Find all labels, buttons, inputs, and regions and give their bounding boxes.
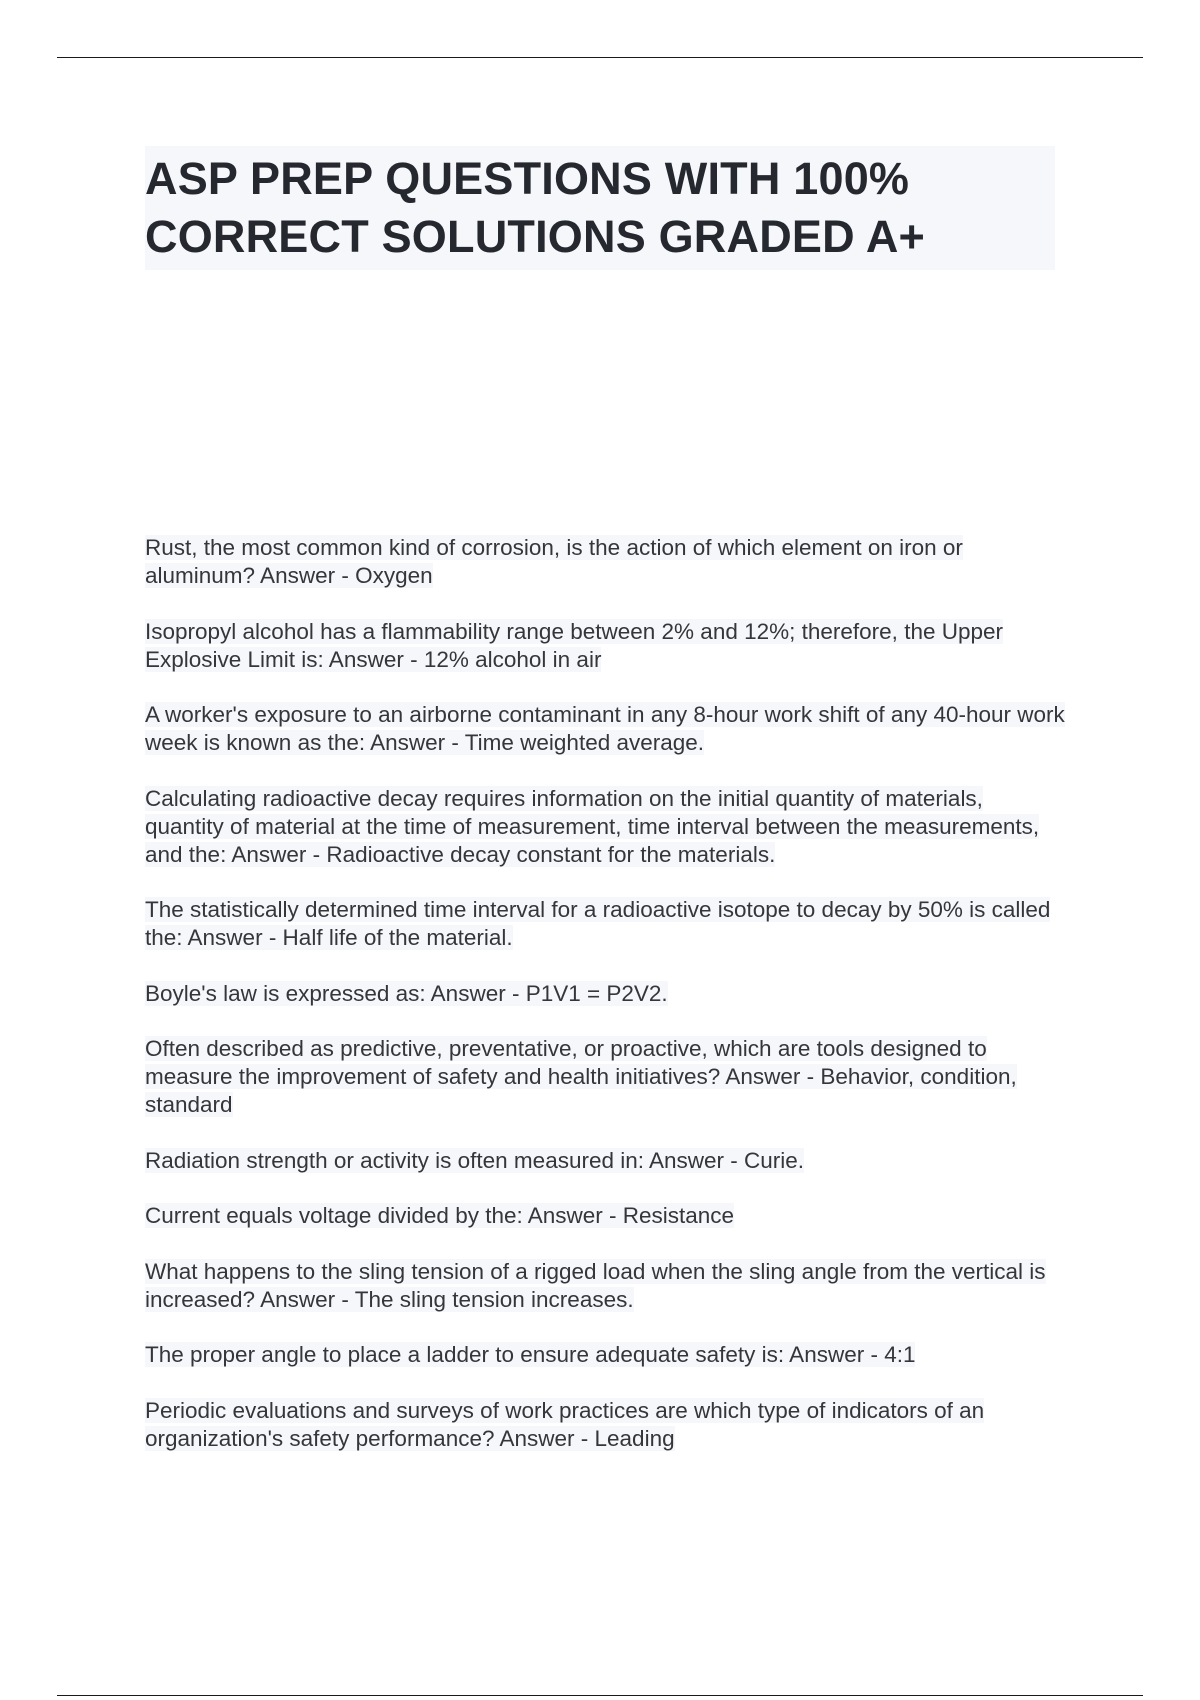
document-title [145,150,1055,266]
qa-item-10 [145,1258,1065,1314]
qa-item-text: Isopropyl alcohol has a flammability range between 2% and 12%; therefore, the Upper Explosive Limit is: Answer - 12% alcohol in air [145,618,1003,672]
qa-list [145,534,1065,1480]
qa-item-text: Periodic evaluations and surveys of work practices are which type of indicators of an organization's safety performance? Answer - Leading [145,1397,985,1451]
top-rule [57,57,1143,58]
qa-item-11 [145,1341,1065,1369]
qa-item-text: Often described as predictive, preventative, or proactive, which are tools designed to measure the improvement of safety and health initiatives? Answer - Behavior, condition, standard [145,1036,1017,1117]
qa-item-8 [145,1147,1065,1175]
qa-item-text: What happens to the sling tension of a rigged load when the sling angle from the vertical is increased? Answer - The sling tension increases. [145,1258,1046,1312]
qa-item-9 [145,1202,1065,1230]
qa-item-2 [145,618,1065,674]
title-line-2: CORRECT SOLUTIONS GRADED A+ [145,211,926,262]
qa-item-5 [145,896,1065,952]
title-line-1: ASP PREP QUESTIONS WITH 100% [145,153,910,204]
qa-item-text: The statistically determined time interval for a radioactive isotope to decay by 50% is called the: Answer - Half life of the material. [145,897,1051,950]
qa-item-4 [145,785,1065,869]
bottom-rule [57,1695,1143,1696]
qa-item-6 [145,980,1065,1008]
qa-item-12 [145,1397,1065,1453]
qa-item-text: A worker's exposure to an airborne contaminant in any 8-hour work shift of any 40-hour work week is known as the: Answer - Time weighted average. [145,702,1065,755]
qa-item-7 [145,1035,1065,1119]
title-block [145,146,1055,270]
qa-item-text: Boyle's law is expressed as: Answer - P1V1 = P2V2. [145,980,668,1006]
qa-item-text: Calculating radioactive decay requires information on the initial quantity of materials, quantity of material at the time of measurement, time interval between the measurements, and the: Answer - Radioactive decay constant for the materials. [145,785,1040,867]
qa-item-text: Radiation strength or activity is often measured in: Answer - Curie. [145,1147,805,1173]
qa-item-1 [145,534,1065,590]
qa-item-text: Current equals voltage divided by the: Answer - Resistance [145,1203,735,1228]
qa-item-3 [145,701,1065,757]
qa-item-text: Rust, the most common kind of corrosion, is the action of which element on iron or aluminum? Answer - Oxygen [145,535,963,588]
qa-item-text: The proper angle to place a ladder to ensure adequate safety is: Answer - 4:1 [145,1342,916,1367]
